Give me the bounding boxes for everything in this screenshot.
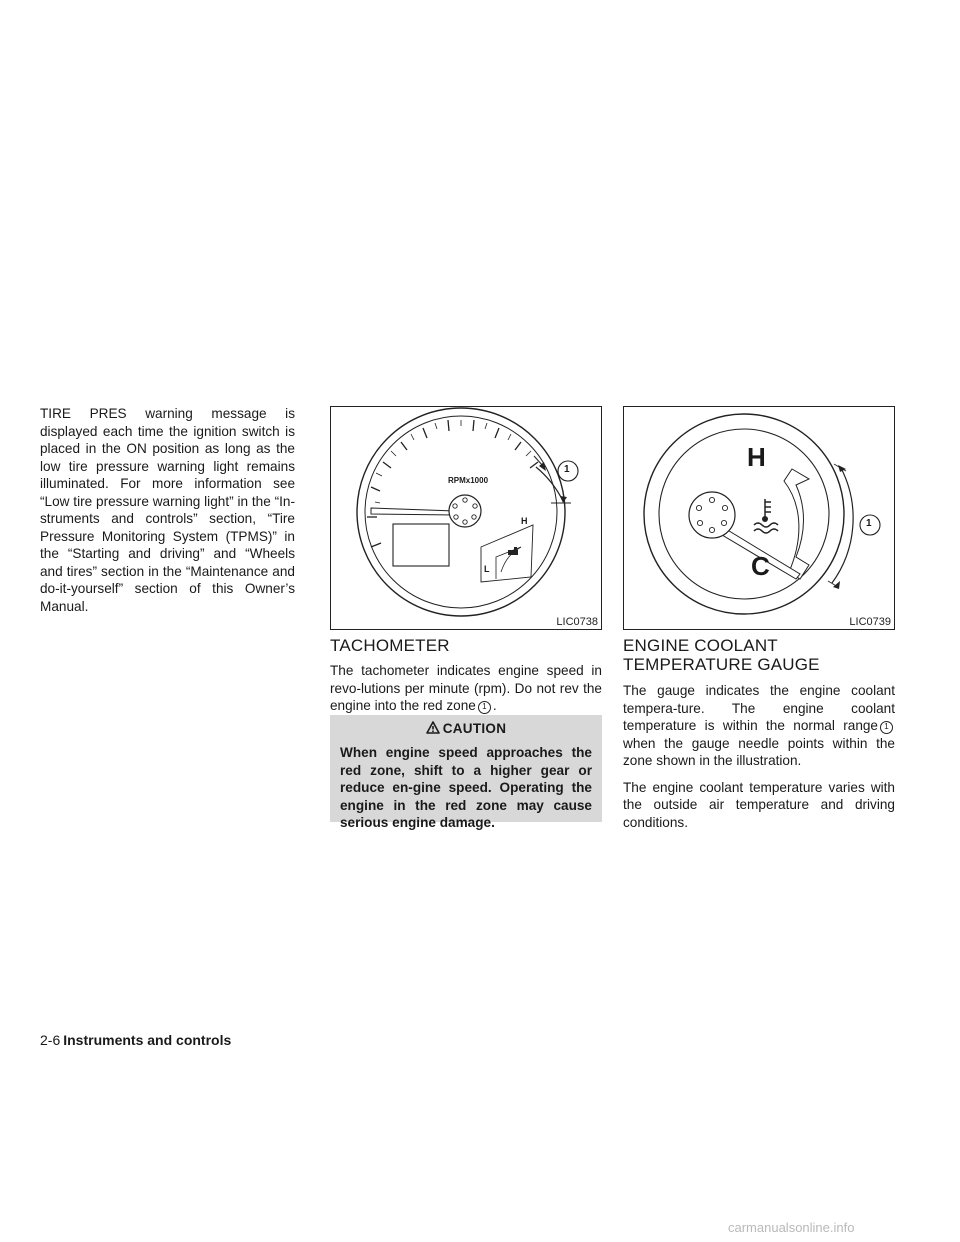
coolant-text-block [623,682,895,831]
coolant-paragraph-2: The engine coolant temperature varies with the outside air temperature and driving conditions. [623,779,895,830]
coolant-gauge-figure [623,406,895,630]
coolant-paragraph [623,682,895,770]
tachometer-text-end: . [492,698,497,713]
sub-gauge-l-label: L [484,564,490,574]
watermark: carmanualsonline.info [728,1220,855,1235]
tachometer-text-block [330,662,602,715]
intro-text-block [40,405,295,615]
caution-header [330,721,602,736]
coolant-heading: ENGINE COOLANT TEMPERATURE GAUGE [623,636,820,674]
tachometer-heading: TACHOMETER [330,636,450,655]
figure-code: LIC0738 [556,616,598,628]
caution-label: CAUTION [442,721,507,736]
page-number: 2-6 [40,1032,61,1048]
tachometer-text: The tachometer indicates engine speed in revo-lutions per minute (rpm). Do not rev the engine into the red zone [330,663,602,713]
section-title: Instruments and controls [63,1032,232,1048]
warning-triangle-icon [426,721,440,734]
tachometer-illustration [331,407,603,631]
coolant-text: The gauge indicates the engine coolant tempera-ture. The engine coolant temperature is within the normal range [623,683,895,733]
figure-code: LIC0739 [849,616,891,628]
coolant-text-end: when the gauge needle points within the zone shown in the illustration. [623,735,895,768]
caution-box [330,715,602,830]
range-callout-number: 1 [866,518,872,529]
tachometer-figure [330,406,602,630]
sub-gauge-h-label: H [521,516,528,526]
cold-label: C [751,551,770,581]
redzone-callout-number: 1 [564,464,570,475]
callout-circle: 1 [880,721,893,734]
coolant-gauge-illustration [624,407,896,631]
page-footer [40,1032,231,1048]
intro-paragraph: TIRE PRES warning message is displayed each time the ignition switch is placed in the ON position as long as the low tire pressure warning light remains illuminated. For more information see “Low tire pressure warning light” in the “In-struments and controls” section, “Tire Pressure Monitoring System (TPMS)” in the “Starting and driving” and “Wheels and tires” section in the “Maintenance and do-it-yourself” section of this Owner’s Manual. [40,406,295,614]
tachometer-paragraph [330,662,602,715]
callout-circle: 1 [478,701,491,714]
caution-text: When engine speed approaches the red zone, shift to a higher gear or reduce en-gine speed. Operating the engine in the red zone may cause serious engine damage. [340,745,592,830]
hot-label: H [747,442,766,472]
rpm-label: RPMx1000 [448,476,489,485]
